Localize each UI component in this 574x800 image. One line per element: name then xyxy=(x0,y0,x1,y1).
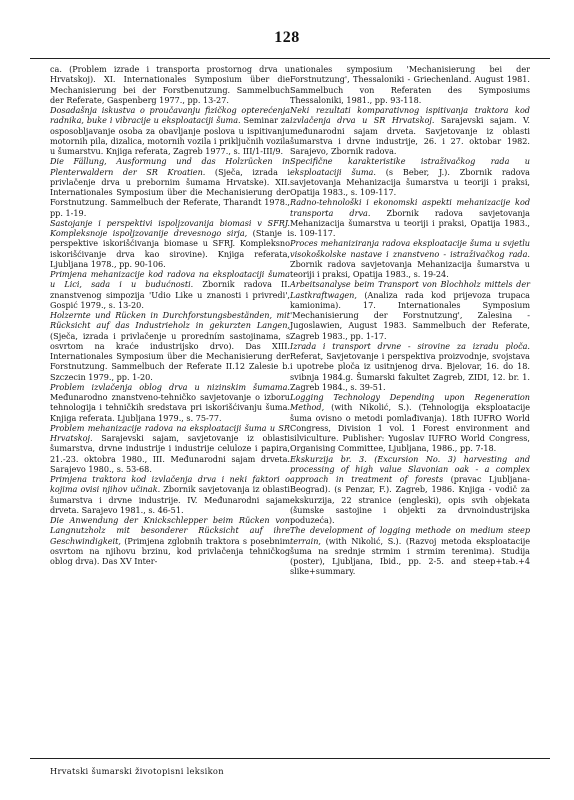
entry: Sastojanje i perspektivi ispoljzovanija biomasi v SFRJ. Kompleksnoje ispoljzovanije drevesnogo sirja, (Stanje i perspektive iskorišćivanja biomase u SFRJ. Kompleksno iskorišćivanje drva kao sirovine). Knjiga referata, Ljubljana 1978., pp. 90-106. xyxy=(50,217,290,269)
entry: Neki rezultati komparativnog ispitivanja traktora kod izvlačenja drva u SR Hrvatskoj. Sarajevski sajam. V. međunarodni sajam drveta. Savjetovanje iz oblasti šumarstva i drvne industrije, 26. i 27. oktobar 1982. Sarajevo, Zbornik radova. xyxy=(290,105,530,156)
header-rule xyxy=(30,58,550,59)
entry: Primjena mehanizacije kod radova na eksploataciji šuma u Lici, sada i u budućnosti. Zbornik radova II. znanstvenog simpozija 'Udio Like u znanosti i privredi', Gospić 1979., s. 13-20. xyxy=(50,269,290,310)
entry: Dosadašnja iskustva o proučavanju fizičkog opterećenja radnika, buke i vibracije u eksploataciji šuma. Seminar za osposobljavanje osoba za obavljanje poslova u ispitivanju motornih pila, dizalica, motornih vozila i priključnih vozila u šumarstvu. Knjiga referata, Zagreb 1977., s. III/1-III/9. xyxy=(50,105,291,156)
entry: The development of logging methode on medium steep terrain, (with Nikolić, S.). (Razvoj metoda eksploatacije šuma na srednje strmim i strmim terenima). Studija (poster), Ljubljana, Ibid., pp. 2-5. and steep+tab.+4 slike+summary. xyxy=(290,525,531,577)
entry: Holzernte und Rücken in Durchforstungsbeständen, mit Rücksicht auf das Industrieholz in gekurzten Langen, (Sječa, izrada i privlačenje u proredním sastojinama, s osvrtom na kraće industrijsko drvo). Das XIII. Internationales Symposium über die Mechanisierung der Forstnutzung. Sammelbuch der Referate II.12 Zalesie b. Szczecin 1979., pp. 1-20. xyxy=(50,310,290,382)
right-column xyxy=(290,64,530,577)
running-footer: Hrvatski šumarski životopisni leksikon xyxy=(50,766,224,776)
entry: Arbeitsanalyse beim Transport von Blochholz mittels der Lastkraftwagen, (Analiza rada kod prijevoza trupaca kamionima). 17. Internationales Symposium 'Mechanisierung der Forstnutzung', Zalesina - Jugoslawien, August 1983. Sammelbuch der Referate, Zagreb 1983., pp. 1-17. xyxy=(290,279,531,341)
left-column xyxy=(50,64,290,566)
entry: nationales symposium 'Mechanisierung bei der Forstnutzung', Thessaloniki - Griechenland. August 1981. Sammelbuch von Referaten des Symposiums Thessaloniki, 1981., pp. 93-118. xyxy=(290,64,530,105)
entry: Specifične karakteristike istraživačkog rada u eksploataciji šuma. (s Beber, J.). Zbornik radova savjetovanja Mehanizacija šumarstva u teoriji i praksi, Opatija 1983., s. 109-117. xyxy=(290,156,530,197)
entry: Proces mehaniziranja radova eksploatacije šuma u svjetlu visokoškolske nastave i znanstveno - istraživačkog rada. Zbornik radova savjetovanja Mehanizacija šumarstva u teoriji i praksi, Opatija 1983., s. 19-24. xyxy=(290,238,530,279)
entry: Problem mehanizacije radova na eksploataciji šuma u SR Hrvatskoj. Sarajevski sajam, savjetovanje iz oblasti šumarstva, drvne industrije i industrije celuloze i papira, 21.-23. oktobra 1980., III. Međunarodni sajam drveta. Sarajevo 1980., s. 53-68. xyxy=(50,422,291,474)
page-number: 128 xyxy=(274,29,300,46)
entry: Ekskurzija br. 3. (Excursion No. 3) harvesting and processing of high value Slavonian oak - a complex approach in treatment of forests (pravac Ljubljana-Beograd). (s Penzar, F.). Zagreb, 1986. Knjiga - vodič za ekskurzija, 22 stranice (engleski), opis svih objekata (šumske sastojine i objekti za drvnoindustrijska poduzeća). xyxy=(290,453,530,525)
entry: Radno-tehnološki i ekonomski aspekti mehanizacije kod transporta drva. Zbornik radova savjetovanja Mehanizacija šumarstva u teoriji i praksi, Opatija 1983., s. 109-117. xyxy=(290,197,530,238)
entry: Logging Technology Depending upon Regeneration Method, (with Nikolić, S.). (Tehnologija eksploatacije šuma ovisno o metodi pomlađivanja). 18th IUFRO World Congress, Division 1 vol. 1 Forest environment and silviculture. Publisher: Yugoslav IUFRO World Congress, Organising Committee, Ljubljana, 1986., pp. 7-18. xyxy=(290,392,530,454)
entry: Problem izvlačenja oblog drva u nizinskim šumama. Međunarodno znanstveno-tehničko savjetovanje o izboru tehnologija i tehničkih sredstava pri iskorišćivanju šuma. Knjiga referata. Ljubljana 1979., s. 75-77. xyxy=(50,381,290,423)
entry: Primjena traktora kod izvlačenja drva i neki faktori o kojima ovisi njihov učinak. Zbornik savjetovanja iz oblasti šumarstva i drvne industrije. IV. Međunarodni sajam drveta. Sarajevo 1981., s. 46-51. xyxy=(50,474,290,515)
entry: Die Fällung, Ausformung und das Holzrücken in Plenterwaldern der SR Kroatien. (Sječa, izrada i privlačenje drva u prebornim šumama Hrvatske). XII. Internationales Symposium über die Mechanisierung der Forstnutzung. Sammelbuch der Referate, Tharandt 1978., pp. 1-19. xyxy=(50,156,290,218)
entry: ca. (Problem izrade i transporta prostornog drva u Hrvatskoj). XI. Internationales Symposium über die Mechanisierung bei der Forstbenutzung. Sammelbuch der Referate, Gaspenberg 1977., pp. 13-27. xyxy=(50,64,290,105)
footer-rule xyxy=(30,758,550,759)
entry: Die Anwendung der Knickschlepper beim Rücken von Langnutzholz mit besonderer Rücksicht auf ihre Geschwindigkeit, (Primjena zglobnih traktora s posebnim osvrtom na njihovu brzinu, kod privlačenja tehničkog oblog drva). Das XV Inter- xyxy=(50,515,290,566)
entry: Izrada i transport drvne - sirovine za izradu ploča. Referat, Savjetovanje i perspektiva proizvodnje, svojstava i upotrebe ploča iz usitnjenog drva. Bjelovar, 16. do 18. svibnja 1984.g. Šumarski fakultet Zagreb, ZIDI, 12. br. 1. Zagreb 1984., s. 39-51. xyxy=(290,340,530,392)
